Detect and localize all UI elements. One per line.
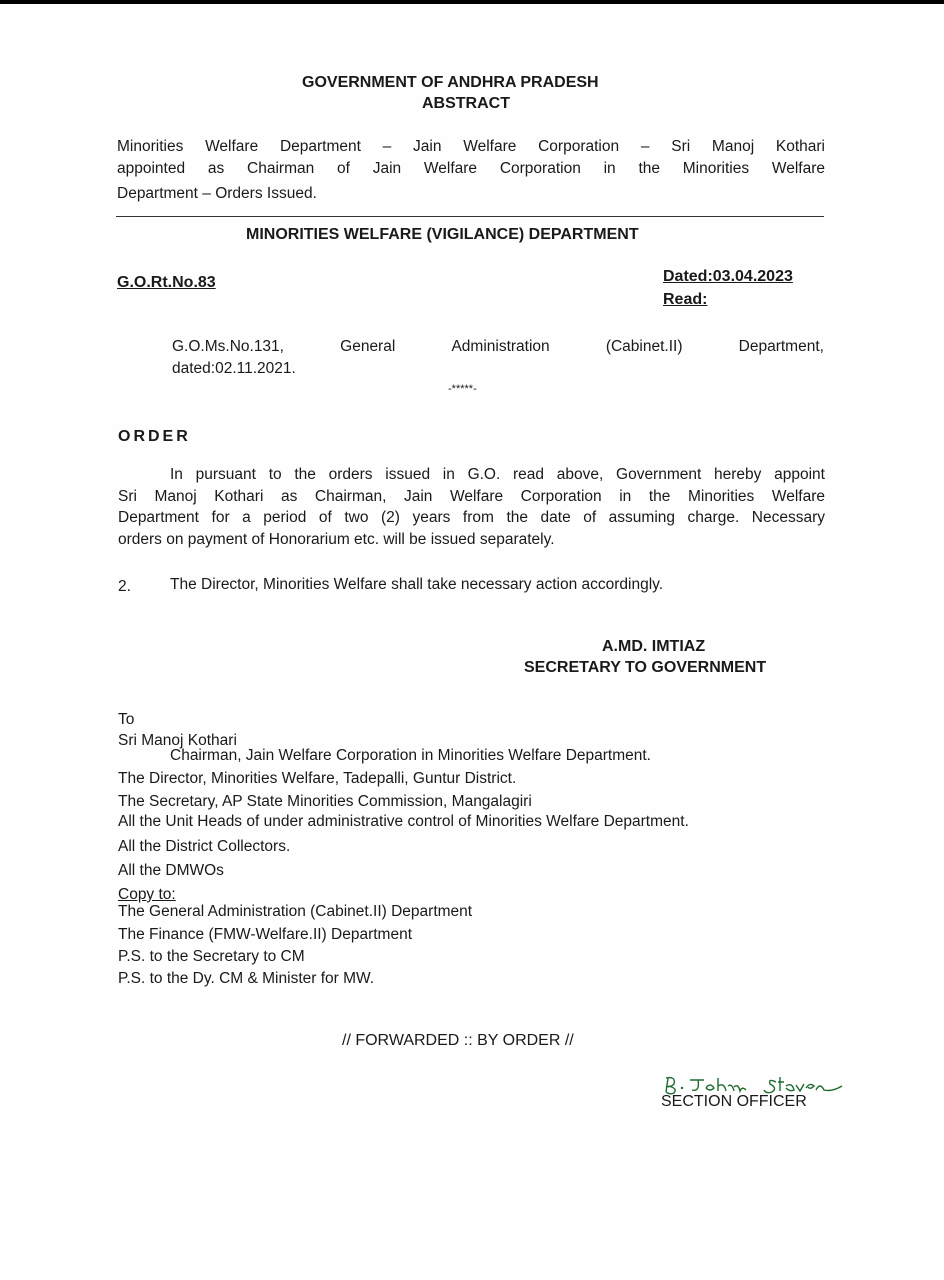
signatory-name: A.MD. IMTIAZ xyxy=(602,638,706,655)
subject-line-3: Department – Orders Issued. xyxy=(117,185,317,202)
reference-word: Administration xyxy=(451,338,550,355)
reference-line-2: dated:02.11.2021. xyxy=(172,360,296,377)
go-number: G.O.Rt.No.83 xyxy=(117,274,216,291)
order-para1-line-1: In pursuant to the orders issued in G.O. read above, Government hereby appoint xyxy=(170,466,825,483)
recipient: The Director, Minorities Welfare, Tadepalli, Guntur District. xyxy=(118,770,517,787)
top-border xyxy=(0,0,944,4)
recipient: Sri Manoj Kothari xyxy=(118,732,237,749)
recipient: All the Unit Heads of under administrative control of Minorities Welfare Department. xyxy=(118,813,689,830)
recipient: Chairman, Jain Welfare Corporation in Minorities Welfare Department. xyxy=(170,747,651,764)
recipient: All the DMWOs xyxy=(118,862,224,879)
reference-word: General xyxy=(340,338,396,355)
reference-line-1 xyxy=(172,338,824,356)
copy-recipient: The General Administration (Cabinet.II) Department xyxy=(118,903,473,920)
order-para1-line-3: Department for a period of two (2) years from the date of assuming charge. Necessary xyxy=(118,509,825,526)
order-para1-line-4: orders on payment of Honorarium etc. will be issued separately. xyxy=(118,531,555,548)
order-heading: ORDER xyxy=(118,428,191,445)
subject-line-1: Minorities Welfare Department – Jain Welfare Corporation – Sri Manoj Kothari xyxy=(117,138,825,155)
abstract-heading: ABSTRACT xyxy=(422,95,510,112)
copy-recipient: P.S. to the Dy. CM & Minister for MW. xyxy=(118,970,375,987)
read-label: Read: xyxy=(663,291,708,308)
to-label: To xyxy=(118,711,135,728)
recipient: All the District Collectors. xyxy=(118,838,291,855)
order-date: Dated:03.04.2023 xyxy=(663,268,793,285)
signatory-title: SECRETARY TO GOVERNMENT xyxy=(524,659,767,676)
section-officer-title: SECTION OFFICER xyxy=(661,1093,807,1110)
forwarded-by-order: // FORWARDED :: BY ORDER // xyxy=(342,1032,574,1049)
order-para2-number: 2. xyxy=(118,578,131,595)
recipient: The Secretary, AP State Minorities Commission, Mangalagiri xyxy=(118,793,532,810)
order-para2-text: The Director, Minorities Welfare shall take necessary action accordingly. xyxy=(170,576,664,593)
order-para1-line-2: Sri Manoj Kothari as Chairman, Jain Welfare Corporation in the Minorities Welfare xyxy=(118,488,825,505)
reference-word: Department, xyxy=(738,338,824,355)
government-heading: GOVERNMENT OF ANDHRA PRADESH xyxy=(302,74,599,91)
subject-line-2: appointed as Chairman of Jain Welfare Corporation in the Minorities Welfare xyxy=(117,160,825,177)
copy-to-label: Copy to: xyxy=(118,886,176,903)
reference-word: (Cabinet.II) xyxy=(605,338,683,355)
divider-line xyxy=(116,216,824,217)
copy-recipient: P.S. to the Secretary to CM xyxy=(118,948,305,965)
copy-recipient: The Finance (FMW-Welfare.II) Department xyxy=(118,926,413,943)
department-heading: MINORITIES WELFARE (VIGILANCE) DEPARTMENT xyxy=(246,226,639,243)
separator-stars: -*****- xyxy=(448,383,477,395)
reference-word: G.O.Ms.No.131, xyxy=(172,338,284,355)
